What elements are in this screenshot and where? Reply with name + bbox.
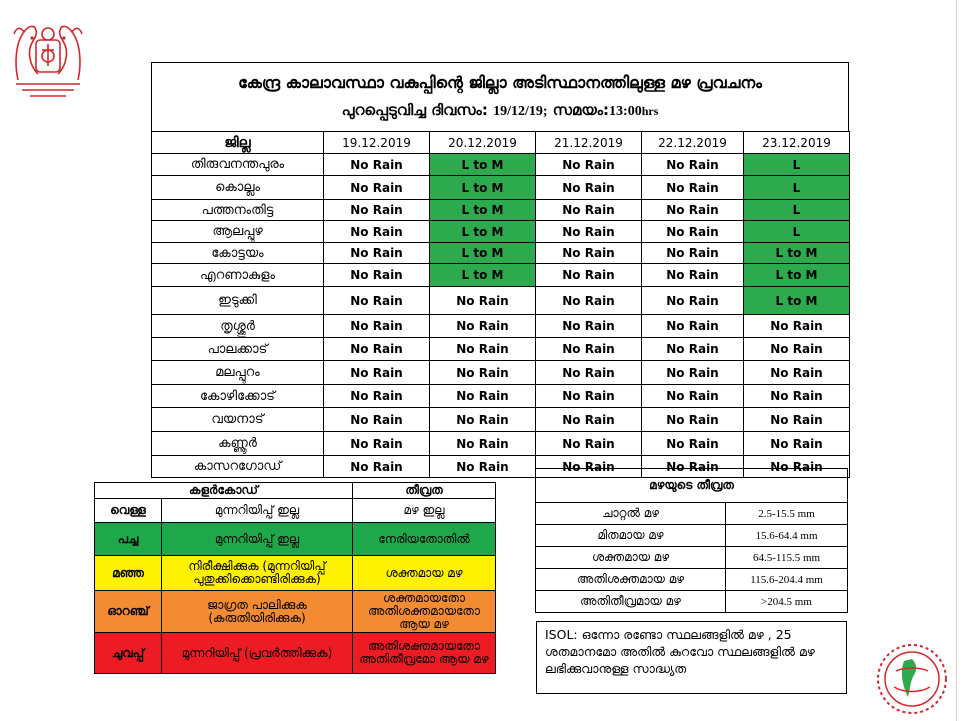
forecast-cell: No Rain	[536, 385, 642, 408]
issued-label: പുറപ്പെടുവിച്ച ദിവസം:	[341, 101, 488, 119]
warning-text: നിരീക്ഷിക്കുക (മുന്നറിയിപ്പ് പുതുക്കിക്കൊണ്ടിരിക്കുക)	[162, 556, 353, 591]
forecast-cell: No Rain	[536, 315, 642, 338]
district-name: പത്തനംതിട്ട	[152, 200, 324, 221]
warning-text: മുന്നറിയിപ്പ് ഇല്ല	[162, 499, 353, 523]
district-name: കാസറഗോഡ്	[152, 456, 324, 478]
intensity-label: മിതമായ മഴ	[536, 525, 726, 547]
page-right-rule	[956, 0, 957, 721]
color-code-row-red	[95, 633, 496, 674]
warning-text: മുന്നറിയിപ്പ് ഇല്ല	[162, 523, 353, 556]
forecast-cell: No Rain	[430, 385, 536, 408]
district-column-header: ജില്ല	[152, 132, 324, 154]
forecast-row	[152, 338, 850, 361]
warning-text: മുന്നറിയിപ്പ് (പ്രവർത്തിക്കുക)	[162, 633, 353, 674]
forecast-cell: No Rain	[324, 338, 430, 361]
forecast-cell: No Rain	[324, 243, 430, 264]
forecast-cell: No Rain	[536, 456, 642, 478]
forecast-row	[152, 315, 850, 338]
district-name: കോഴിക്കോട്	[152, 385, 324, 408]
forecast-cell: L to M	[430, 264, 536, 287]
intensity-range: 15.6-64.4 mm	[726, 525, 848, 547]
district-name: ആലപ്പുഴ	[152, 221, 324, 243]
color-name: ചുവപ്പ്	[95, 633, 162, 674]
forecast-cell: No Rain	[642, 408, 744, 432]
forecast-cell: No Rain	[642, 456, 744, 478]
rain-intensity-table	[535, 468, 848, 613]
forecast-cell: No Rain	[430, 361, 536, 385]
date-column-header: 21.12.2019	[536, 132, 642, 154]
isol-note: ISOL: ഒന്നോ രണ്ടോ സ്ഥലങ്ങളിൽ മഴ , 25 ശതമാനമോ അതിൽ കുറവോ സ്ഥലങ്ങളിൽ മഴ ലഭിക്കുവാനുള്ള സാദ്ധ്യത	[536, 621, 847, 694]
page-title: കേന്ദ്ര കാലാവസ്ഥാ വകുപ്പിന്റെ ജില്ലാ അടിസ്ഥാനത്തിലുള്ള മഴ പ്രവചനം	[238, 73, 762, 92]
color-code-table	[94, 482, 496, 674]
forecast-cell: No Rain	[642, 243, 744, 264]
intensity-text: ശക്തമായ മഴ	[353, 556, 496, 591]
color-name: മഞ്ഞ	[95, 556, 162, 591]
district-name: കണ്ണൂർ	[152, 432, 324, 456]
color-name: പച്ച	[95, 523, 162, 556]
color-code-row-yellow	[95, 556, 496, 591]
rain-intensity-row	[536, 547, 848, 569]
time-value: 13:00	[609, 104, 642, 119]
forecast-cell: No Rain	[642, 200, 744, 221]
intensity-range: 115.6-204.4 mm	[726, 569, 848, 591]
forecast-cell: No Rain	[536, 200, 642, 221]
forecast-row	[152, 408, 850, 432]
intensity-range: 64.5-115.5 mm	[726, 547, 848, 569]
forecast-cell: L to M	[430, 154, 536, 176]
rain-intensity-header: മഴയുടെ തീവ്രത	[536, 469, 848, 503]
forecast-cell: No Rain	[536, 361, 642, 385]
forecast-cell: No Rain	[324, 361, 430, 385]
intensity-label: ശക്തമായ മഴ	[536, 547, 726, 569]
rain-intensity-row	[536, 503, 848, 525]
forecast-cell: No Rain	[324, 432, 430, 456]
forecast-cell: No Rain	[324, 456, 430, 478]
forecast-cell: No Rain	[324, 264, 430, 287]
date-column-header: 19.12.2019	[324, 132, 430, 154]
forecast-cell: No Rain	[642, 264, 744, 287]
forecast-cell: No Rain	[642, 287, 744, 315]
forecast-cell: No Rain	[324, 200, 430, 221]
forecast-cell: No Rain	[744, 315, 850, 338]
date-column-header: 22.12.2019	[642, 132, 744, 154]
forecast-cell: L	[744, 200, 850, 221]
warning-text: ജാഗ്രത പാലിക്കുക (കരുതിയിരിക്കുക)	[162, 591, 353, 633]
date-column-header: 23.12.2019	[744, 132, 850, 154]
forecast-cell: No Rain	[536, 287, 642, 315]
district-name: എറണാകുളം	[152, 264, 324, 287]
forecast-cell: L	[744, 176, 850, 200]
forecast-cell: No Rain	[642, 176, 744, 200]
forecast-cell: L to M	[430, 200, 536, 221]
intensity-range: >204.5 mm	[726, 591, 848, 613]
forecast-cell: No Rain	[324, 176, 430, 200]
intensity-text: അതിശക്തമായതോ അതിതീവ്രമോ ആയ മഴ	[353, 633, 496, 674]
forecast-cell: L to M	[430, 243, 536, 264]
forecast-cell: No Rain	[324, 385, 430, 408]
forecast-cell: No Rain	[324, 221, 430, 243]
rain-intensity-row	[536, 525, 848, 547]
color-code-row-white	[95, 499, 496, 523]
forecast-cell: No Rain	[642, 361, 744, 385]
time-unit: hrs	[641, 104, 659, 118]
intensity-label: അതിതീവ്രമായ മഴ	[536, 591, 726, 613]
forecast-row	[152, 243, 850, 264]
rain-intensity-row	[536, 591, 848, 613]
forecast-cell: No Rain	[536, 243, 642, 264]
forecast-cell: No Rain	[744, 338, 850, 361]
forecast-body	[152, 154, 850, 478]
forecast-row	[152, 287, 850, 315]
forecast-cell: No Rain	[536, 221, 642, 243]
forecast-panel	[151, 62, 849, 474]
district-name: തൃശ്ശൂർ	[152, 315, 324, 338]
forecast-cell: No Rain	[430, 408, 536, 432]
forecast-row	[152, 176, 850, 200]
color-code-header-row	[95, 483, 496, 499]
forecast-cell: L to M	[744, 287, 850, 315]
intensity-range: 2.5-15.5 mm	[726, 503, 848, 525]
intensity-label: അതിശക്തമായ മഴ	[536, 569, 726, 591]
forecast-cell: No Rain	[642, 154, 744, 176]
forecast-row	[152, 154, 850, 176]
forecast-cell: No Rain	[744, 456, 850, 478]
forecast-row	[152, 385, 850, 408]
district-name: കോട്ടയം	[152, 243, 324, 264]
forecast-cell: No Rain	[642, 432, 744, 456]
forecast-row	[152, 264, 850, 287]
forecast-cell: No Rain	[430, 338, 536, 361]
district-name: പാലക്കാട്	[152, 338, 324, 361]
forecast-cell: No Rain	[536, 176, 642, 200]
forecast-cell: No Rain	[536, 154, 642, 176]
forecast-cell: No Rain	[324, 408, 430, 432]
intensity-text: നേരിയതോതിൽ	[353, 523, 496, 556]
forecast-cell: No Rain	[744, 432, 850, 456]
forecast-cell: No Rain	[324, 154, 430, 176]
forecast-cell: No Rain	[430, 315, 536, 338]
color-name: ഓറഞ്ച്	[95, 591, 162, 633]
intensity-label: ചാറ്റൽ മഴ	[536, 503, 726, 525]
forecast-cell: L	[744, 221, 850, 243]
date-column-header: 20.12.2019	[430, 132, 536, 154]
forecast-row	[152, 200, 850, 221]
forecast-row	[152, 361, 850, 385]
intensity-text: മഴ ഇല്ല	[353, 499, 496, 523]
kerala-emblem-icon	[8, 10, 88, 102]
forecast-cell: L to M	[744, 243, 850, 264]
rain-intensity-row	[536, 569, 848, 591]
issued-line	[152, 101, 848, 120]
forecast-cell: No Rain	[744, 385, 850, 408]
district-name: മലപ്പുറം	[152, 361, 324, 385]
intensity-header: തീവ്രത	[353, 483, 496, 499]
forecast-row	[152, 432, 850, 456]
forecast-cell: No Rain	[430, 456, 536, 478]
color-name: വെള്ള	[95, 499, 162, 523]
forecast-row	[152, 221, 850, 243]
forecast-cell: No Rain	[430, 432, 536, 456]
forecast-cell: No Rain	[536, 338, 642, 361]
forecast-cell: No Rain	[642, 315, 744, 338]
forecast-cell: No Rain	[642, 338, 744, 361]
forecast-cell: No Rain	[324, 315, 430, 338]
district-name: കൊല്ലം	[152, 176, 324, 200]
forecast-cell: No Rain	[324, 287, 430, 315]
intensity-text: ശക്തമായതോ അതിശക്തമായതോ ആയ മഴ	[353, 591, 496, 633]
color-code-row-green	[95, 523, 496, 556]
rain-intensity-header-row	[536, 469, 848, 503]
forecast-table	[151, 131, 850, 478]
forecast-cell: No Rain	[744, 408, 850, 432]
forecast-cell: L to M	[430, 221, 536, 243]
forecast-cell: No Rain	[430, 287, 536, 315]
forecast-cell: No Rain	[536, 432, 642, 456]
forecast-cell: L	[744, 154, 850, 176]
forecast-header-row	[152, 132, 850, 154]
forecast-cell: No Rain	[536, 408, 642, 432]
forecast-cell: No Rain	[536, 264, 642, 287]
district-name: തിരുവനന്തപുരം	[152, 154, 324, 176]
forecast-cell: L to M	[430, 176, 536, 200]
time-label: സമയം:	[552, 101, 610, 119]
issued-date: 19/12/19;	[493, 104, 548, 119]
color-code-header: കളർകോഡ്	[95, 483, 353, 499]
forecast-cell: No Rain	[744, 361, 850, 385]
forecast-cell: No Rain	[642, 221, 744, 243]
forecast-title-box	[151, 62, 849, 132]
forecast-cell: No Rain	[642, 385, 744, 408]
imd-logo-icon	[874, 641, 950, 717]
forecast-cell: L to M	[744, 264, 850, 287]
color-code-row-orange	[95, 591, 496, 633]
district-name: ഇടുക്കി	[152, 287, 324, 315]
district-name: വയനാട്	[152, 408, 324, 432]
